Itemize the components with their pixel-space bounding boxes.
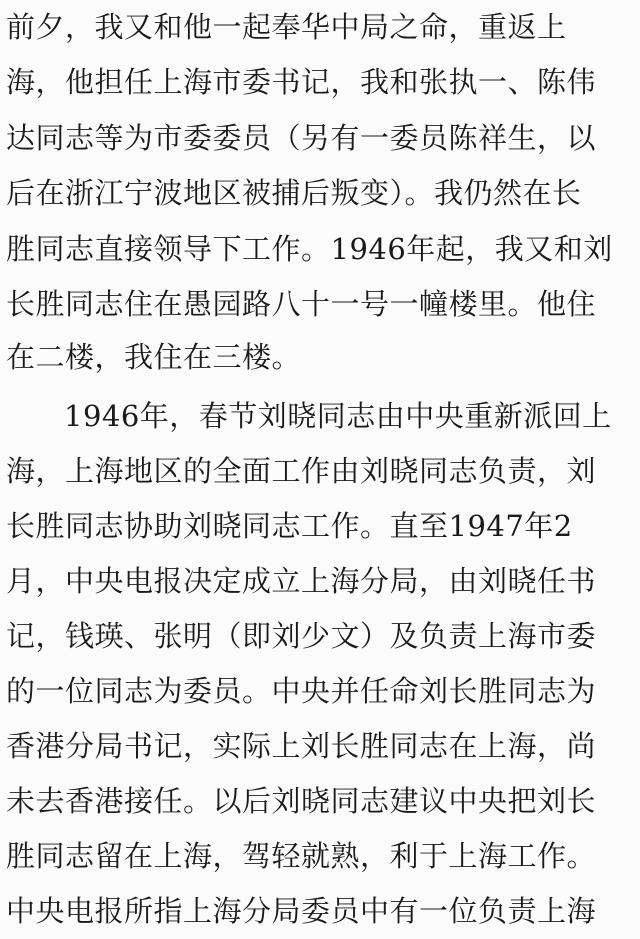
- text-line: 月，中央电报决定成立上海分局，由刘晓任书: [6, 564, 597, 598]
- text-line: 香港分局书记，实际上刘长胜同志在上海，尚: [6, 729, 597, 763]
- text-line: 达同志等为市委委员（另有一委员陈祥生，以: [6, 121, 597, 155]
- text-line: 前夕，我又和他一起奉华中局之命，重返上: [6, 10, 567, 44]
- paragraph-start-line: 1946年，春节刘晓同志由中央重新派回上: [64, 399, 612, 433]
- text-line: 记，钱瑛、张明（即刘少文）及负责上海市委: [6, 619, 597, 653]
- text-line: 中央电报所指上海分局委员中有一位负责上海: [6, 894, 597, 928]
- text-line: 海，他担任上海市委书记，我和张执一、陈伟: [6, 65, 597, 99]
- text-line: 后在浙江宁波地区被捕后叛变）。我仍然在长: [6, 176, 582, 210]
- text-line: 未去香港接任。以后刘晓同志建议中央把刘长: [6, 784, 597, 818]
- text-line: 胜同志留在上海，驾轻就熟，利于上海工作。: [6, 839, 597, 873]
- text-line: 的一位同志为委员。中央并任命刘长胜同志为: [6, 674, 597, 708]
- text-line: 长胜同志住在愚园路八十一号一幢楼里。他住: [6, 287, 597, 321]
- text-line: 在二楼，我住在三楼。: [6, 340, 302, 374]
- text-line: 长胜同志协助刘晓同志工作。直至1947年2: [6, 509, 573, 543]
- text-line: 胜同志直接领导下工作。1946年起，我又和刘: [6, 232, 613, 266]
- text-line: 海，上海地区的全面工作由刘晓同志负责，刘: [6, 454, 597, 488]
